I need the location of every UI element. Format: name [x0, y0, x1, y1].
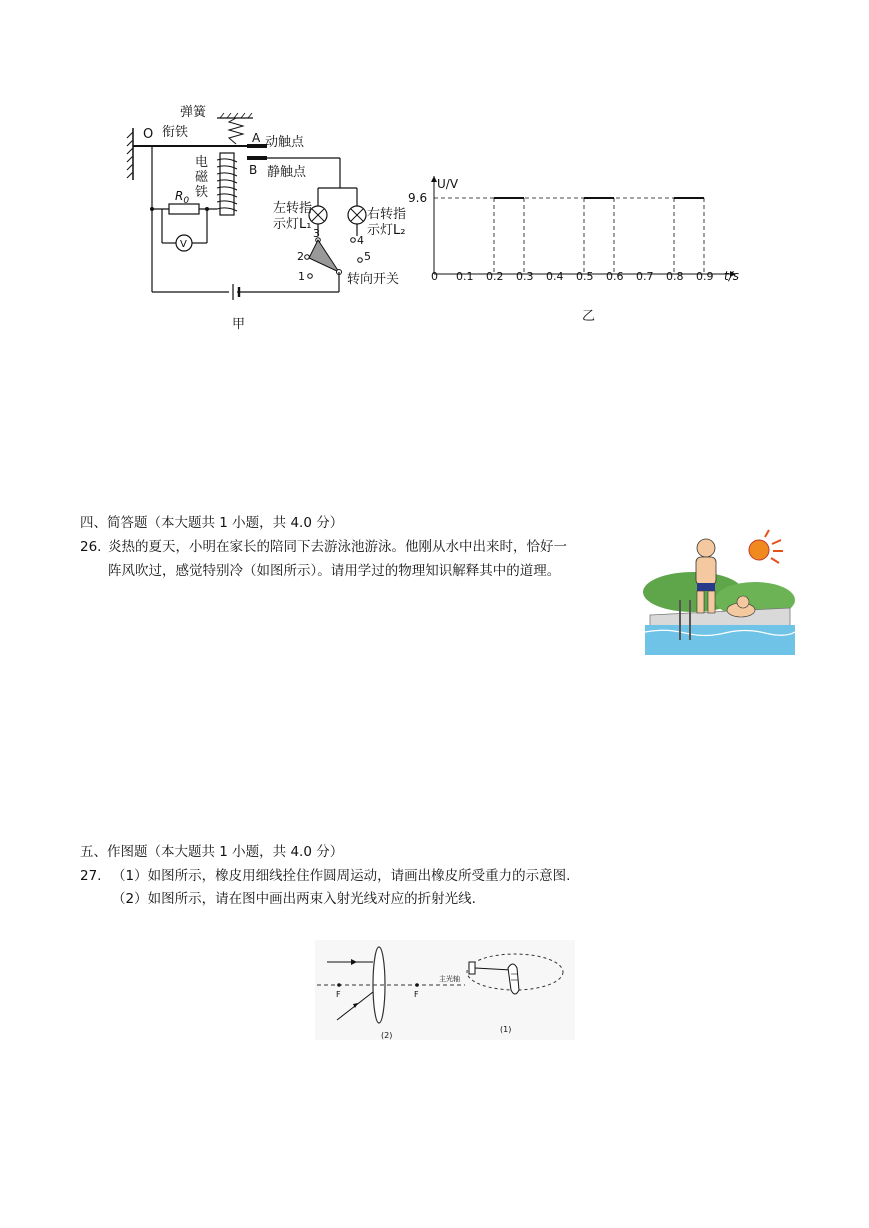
focus-right-label: F: [414, 990, 419, 999]
question-26-number: 26.: [80, 539, 102, 555]
switch-point-3: 3: [313, 227, 320, 240]
question-27-part1: （1）如图所示，橡皮用细线拴住作圆周运动，请画出橡皮所受重力的示意图.: [112, 868, 571, 884]
y-tick-label: 9.6: [408, 191, 428, 205]
figure-caption-yi: 乙: [582, 309, 596, 324]
circuit-diagram: [125, 100, 428, 335]
x-axis-label: t/s: [724, 269, 739, 283]
figure-label-2: (2): [381, 1031, 393, 1040]
eraser: [469, 962, 475, 974]
section5-heading: 五、作图题（本大题共 1 小题，共 4.0 分）: [80, 844, 344, 860]
armature-label: 衔铁: [162, 125, 189, 140]
turn-switch: [309, 240, 339, 272]
question-27-number: 27.: [80, 868, 102, 884]
question-26-line2: 阵风吹过，感觉特别冷（如图所示）。请用学过的物理知识解释其中的道理。: [108, 563, 561, 579]
electromagnet-label-3: 铁: [195, 185, 209, 200]
electromagnet-label-2: 磁: [195, 170, 209, 185]
x-tick-label: 0.5: [576, 270, 594, 283]
right-lamp-label-1: 右转指: [367, 207, 407, 222]
pivot-label: O: [143, 127, 154, 142]
x-tick-label: 0.3: [516, 270, 534, 283]
swimming-pool-illustration: [645, 530, 795, 655]
switch-label: 转向开关: [347, 272, 400, 287]
x-tick-label: 0.7: [636, 270, 654, 283]
x-tick-label: 0.8: [666, 270, 684, 283]
x-tick-label: 0.1: [456, 270, 474, 283]
static-contact-label: 静触点: [267, 165, 307, 180]
switch-point-5: 5: [364, 250, 371, 263]
r0-subscript: 0: [183, 196, 190, 206]
electromagnet-label-1: 电: [195, 155, 209, 170]
voltmeter-label: V: [180, 239, 187, 250]
r0-label: R: [175, 189, 184, 203]
question-27-part2: （2）如图所示，请在图中画出两束入射光线对应的折射光线.: [112, 891, 476, 907]
right-lamp-label-2: 示灯L₂: [367, 223, 406, 238]
question-26-line1: 炎热的夏天，小明在家长的陪同下去游泳池游泳。他刚从水中出来时，恰好一: [108, 539, 567, 555]
left-lamp-label-1: 左转指: [273, 201, 313, 216]
spring-label: 弹簧: [180, 105, 207, 120]
axis-label: 主光轴: [439, 975, 460, 983]
switch-point-1: 1: [298, 270, 305, 283]
x-tick-label: 0.9: [696, 270, 714, 283]
section4-heading: 四、简答题（本大题共 1 小题，共 4.0 分）: [80, 515, 344, 531]
optics-figure: [315, 940, 575, 1045]
focus-left-label: F: [336, 990, 341, 999]
x-tick-label: 0.2: [486, 270, 504, 283]
switch-point-4: 4: [357, 234, 364, 247]
left-lamp-label-2: 示灯L₁: [273, 217, 312, 232]
figure-label-1: (1): [500, 1025, 512, 1034]
moving-contact-label: 动触点: [265, 135, 305, 150]
electromagnet-core: [220, 153, 234, 215]
x-tick-label: 0.6: [606, 270, 624, 283]
x-tick-label: 0: [431, 270, 438, 283]
voltage-time-chart: [410, 168, 755, 328]
switch-point-2: 2: [297, 250, 304, 263]
contact-a-label: A: [252, 131, 261, 145]
x-tick-label: 0.4: [546, 270, 564, 283]
contact-b-label: B: [249, 163, 258, 177]
figure-caption-jia: 甲: [232, 317, 246, 332]
y-axis-label: U/V: [437, 177, 459, 191]
